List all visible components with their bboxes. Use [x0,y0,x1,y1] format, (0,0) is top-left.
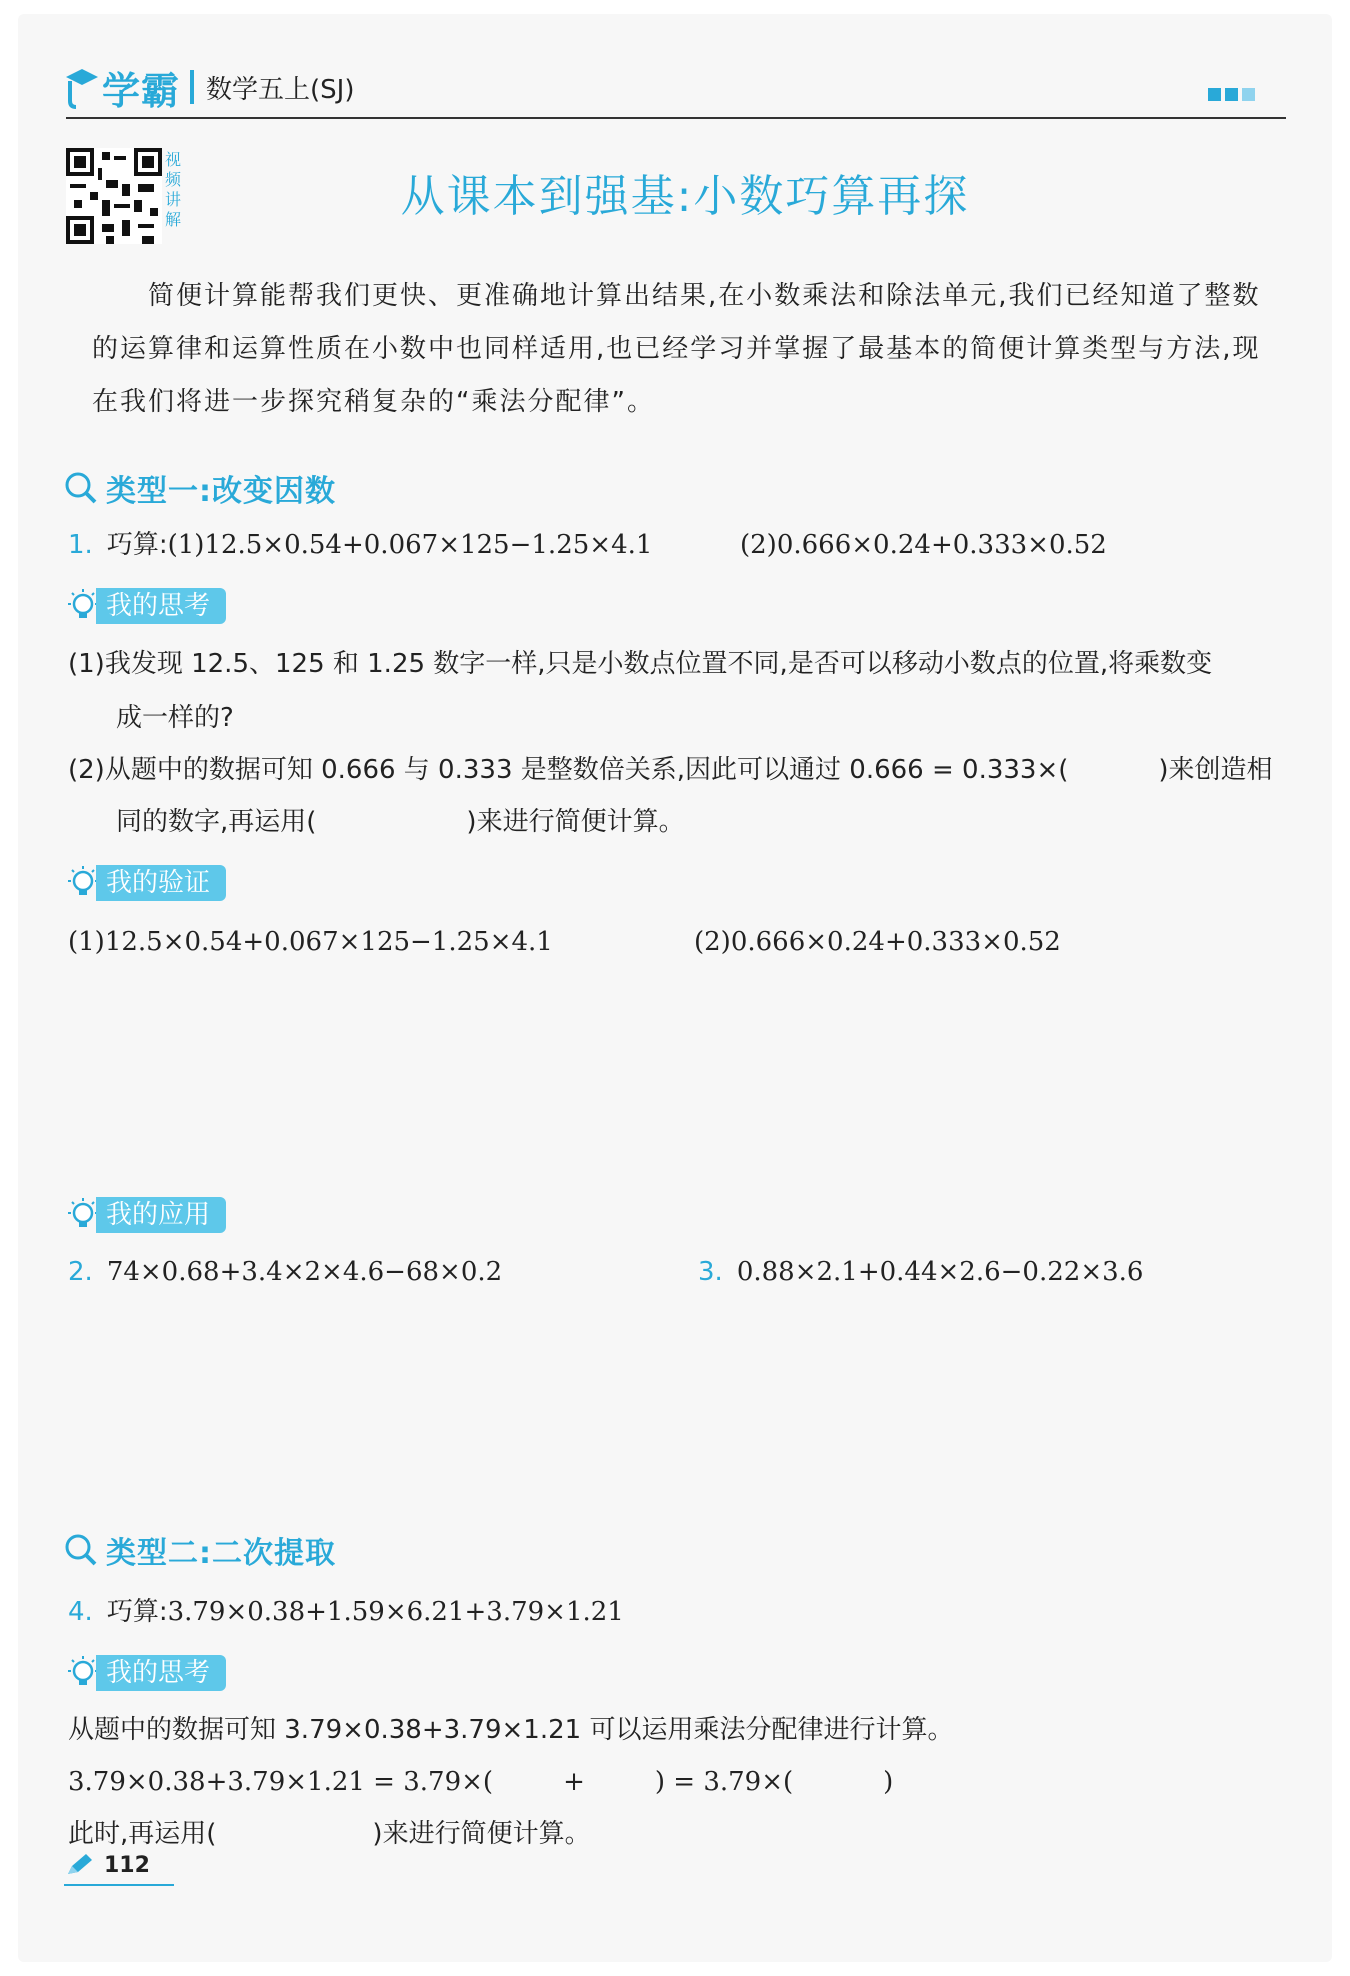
qr-code-icon[interactable] [66,148,162,244]
question-number: 2. [68,1257,93,1287]
verify-problem-1: (1)12.5×0.54+0.067×125−1.25×4.1 [68,927,553,957]
think-line-1a: (1)我发现 12.5、125 和 1.25 数字一样,只是小数点位置不同,是否可以移动小数点的位置,将乘数变 [68,649,1213,679]
think-line-2b [116,804,685,840]
think-line-3 [68,1816,591,1852]
question-text: 3.79×0.38+1.59×6.21+3.79×1.21 [167,1597,624,1627]
pill-label: 我的验证 [96,865,226,901]
logo-text: 学霸 [102,68,181,113]
question-number: 1. [68,530,93,560]
page-number: 112 [104,1852,150,1878]
equation-part: ) [883,1767,894,1797]
page-title: 从课本到强基:小数巧算再探 [400,171,970,222]
think-label-1 [64,587,226,625]
question-text: 74×0.68+3.4×2×4.6−68×0.2 [106,1257,503,1287]
question-3 [698,1254,1143,1290]
question-number: 3. [698,1257,723,1287]
graduation-cap-icon [64,65,100,109]
apply-label [64,1196,226,1234]
header-decoration [1208,88,1255,101]
header-rule [66,117,1286,119]
think-line-1: 从题中的数据可知 3.79×0.38+3.79×1.21 可以运用乘法分配律进行计算。 [68,1715,954,1745]
pill-label: 我的思考 [96,1655,226,1691]
footer-rule [64,1884,174,1886]
think-text: 此时,再运用( [68,1819,217,1849]
book-title: 数学五上(SJ) [206,74,355,105]
think-text: (2)从题中的数据可知 0.666 与 0.333 是整数倍关系,因此可以通过 0.666 = 0.333×( [68,755,1069,785]
answer-area[interactable] [68,1300,1268,1520]
equation-part: 3.79×0.38+3.79×1.21 = 3.79×( [68,1767,494,1797]
question-prefix: 巧算: [106,1597,168,1627]
section-title: 类型一:改变因数 [106,474,336,509]
think-text-end: )来进行简便计算。 [372,1819,591,1849]
pill-label: 我的应用 [96,1197,226,1233]
question-number: 4. [68,1597,93,1627]
decor-square [1208,88,1221,101]
question-1-part-2: (2)0.666×0.24+0.333×0.52 [740,530,1107,560]
section-heading-2 [64,1528,336,1572]
question-2 [68,1254,502,1290]
section-heading-1 [64,466,336,510]
pill-label: 我的思考 [96,588,226,624]
qr-label: 视频讲解 [164,150,181,229]
decor-square [1225,88,1238,101]
question-1 [68,527,652,563]
think-equation [68,1764,893,1800]
equation-plus: + [563,1767,585,1797]
equation-part: ) = 3.79×( [654,1767,794,1797]
brand-logo [64,62,354,112]
verify-label [64,864,226,902]
magnifier-icon [64,1533,98,1567]
think-line-2a [68,752,1273,788]
think-line-1b: 成一样的? [116,703,234,733]
decor-square [1242,88,1255,101]
page-footer [64,1852,150,1878]
answer-area[interactable] [68,970,1268,1180]
think-text: 同的数字,再运用( [116,807,317,837]
think-text-end: )来进行简便计算。 [466,807,685,837]
think-text-end: )来创造相 [1158,755,1273,785]
intro-paragraph: 简便计算能帮我们更快、更准确地计算出结果,在小数乘法和除法单元,我们已经知道了整数的运算律和运算性质在小数中也同样适用,也已经学习并掌握了最基本的简便计算类型与方法,现在我们将进一步探究稍复杂的“乘法分配律”。 [92,281,1261,417]
pencil-icon [64,1852,94,1878]
question-part-1: (1)12.5×0.54+0.067×125−1.25×4.1 [167,530,653,560]
think-label-2 [64,1654,226,1692]
question-4 [68,1594,624,1630]
question-prefix: 巧算: [106,530,168,560]
section-title: 类型二:二次提取 [106,1536,336,1571]
question-text: 0.88×2.1+0.44×2.6−0.22×3.6 [736,1257,1144,1287]
logo-divider [190,70,194,104]
verify-problem-2: (2)0.666×0.24+0.333×0.52 [694,927,1061,957]
magnifier-icon [64,471,98,505]
